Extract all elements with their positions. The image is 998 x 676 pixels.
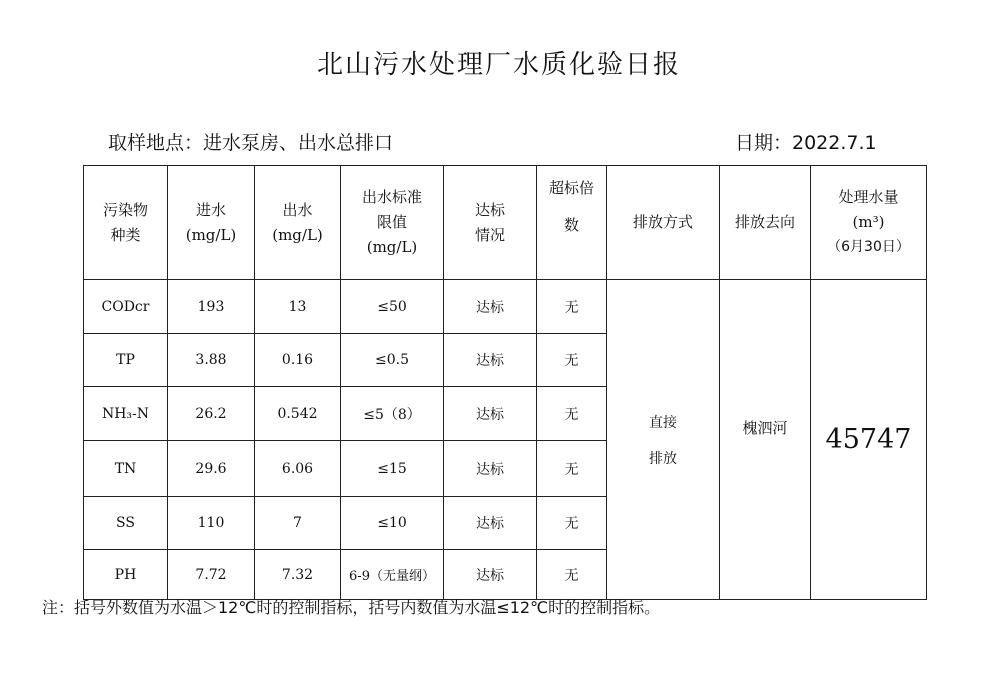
header-influent-unit: (mg/L): [185, 225, 237, 244]
cell-pollutant: PH: [84, 550, 168, 600]
cell-effluent: 13: [255, 280, 341, 334]
cell-influent: 110: [168, 497, 255, 550]
header-pollutant: [84, 166, 168, 280]
header-limit-unit: (mg/L): [366, 238, 418, 256]
cell-limit: ≤50: [341, 280, 444, 334]
header-discharge-direction: 排放去向: [720, 166, 811, 280]
cell-effluent: 0.16: [255, 334, 341, 387]
cell-exceed: 无: [537, 387, 607, 441]
cell-limit: ≤5（8）: [341, 387, 444, 441]
header-pollutant-line1: 污染物: [102, 200, 148, 219]
header-discharge-method: 排放方式: [607, 166, 720, 280]
report-title: 北山污水处理厂水质化验日报: [316, 50, 681, 80]
cell-compliance: 达标: [444, 441, 537, 497]
cell-influent: 3.88: [168, 334, 255, 387]
cell-effluent: 0.542: [255, 387, 341, 441]
header-exceed-line2: 数: [563, 216, 579, 234]
cell-effluent: 7.32: [255, 550, 341, 600]
cell-pollutant: TP: [84, 334, 168, 387]
cell-influent: 26.2: [168, 387, 255, 441]
cell-exceed: 无: [537, 441, 607, 497]
footnote: 注：括号外数值为水温＞12℃时的控制指标，括号内数值为水温≤12℃时的控制指标。: [42, 598, 661, 617]
header-compliance-line1: 达标: [474, 200, 505, 219]
cell-limit: ≤0.5: [341, 334, 444, 387]
header-compliance: [444, 166, 537, 280]
header-pollutant-line2: 种类: [110, 225, 141, 244]
header-volume: [811, 166, 927, 280]
header-effluent-unit: (mg/L): [272, 225, 323, 244]
header-effluent: [255, 166, 341, 280]
header-compliance-line2: 情况: [474, 225, 505, 244]
header-volume-date: （6月30日）: [827, 239, 910, 255]
cell-limit: ≤10: [341, 497, 444, 550]
table-header-row: [84, 166, 927, 280]
cell-pollutant: SS: [84, 497, 168, 550]
cell-limit: 6-9（无量纲）: [341, 550, 444, 600]
header-exceed-line1: 超标倍: [548, 179, 594, 197]
cell-exceed: 无: [537, 497, 607, 550]
cell-compliance: 达标: [444, 280, 537, 334]
discharge-method-line1: 直接: [649, 414, 677, 431]
cell-pollutant: TN: [84, 441, 168, 497]
cell-pollutant: NH₃-N: [84, 387, 168, 441]
header-limit-line1: 出水标准: [361, 188, 422, 206]
cell-influent: 29.6: [168, 441, 255, 497]
header-limit-line2: 限值: [376, 213, 407, 231]
cell-exceed: 无: [537, 280, 607, 334]
header-effluent-line1: 出水: [282, 200, 313, 219]
water-quality-table: [83, 165, 927, 600]
cell-compliance: 达标: [444, 550, 537, 600]
header-influent: [168, 166, 255, 280]
header-volume-unit: (m³): [852, 213, 885, 231]
report-date: 日期：2022.7.1: [735, 132, 877, 154]
cell-treated-volume: 45747: [811, 280, 927, 600]
cell-exceed: 无: [537, 334, 607, 387]
cell-compliance: 达标: [444, 387, 537, 441]
sampling-location: 取样地点：进水泵房、出水总排口: [108, 132, 394, 154]
table-row: [84, 280, 927, 334]
header-influent-line1: 进水: [195, 200, 226, 219]
header-volume-line1: 处理水量: [838, 188, 899, 206]
cell-influent: 7.72: [168, 550, 255, 600]
cell-discharge-method: [607, 280, 720, 600]
cell-pollutant: CODcr: [84, 280, 168, 334]
header-limit: [341, 166, 444, 280]
cell-effluent: 7: [255, 497, 341, 550]
cell-compliance: 达标: [444, 497, 537, 550]
cell-discharge-direction: 槐泗河: [720, 280, 811, 600]
cell-influent: 193: [168, 280, 255, 334]
cell-effluent: 6.06: [255, 441, 341, 497]
cell-limit: ≤15: [341, 441, 444, 497]
cell-compliance: 达标: [444, 334, 537, 387]
header-exceed: [537, 166, 607, 280]
discharge-method-line2: 排放: [649, 450, 677, 467]
cell-exceed: 无: [537, 550, 607, 600]
